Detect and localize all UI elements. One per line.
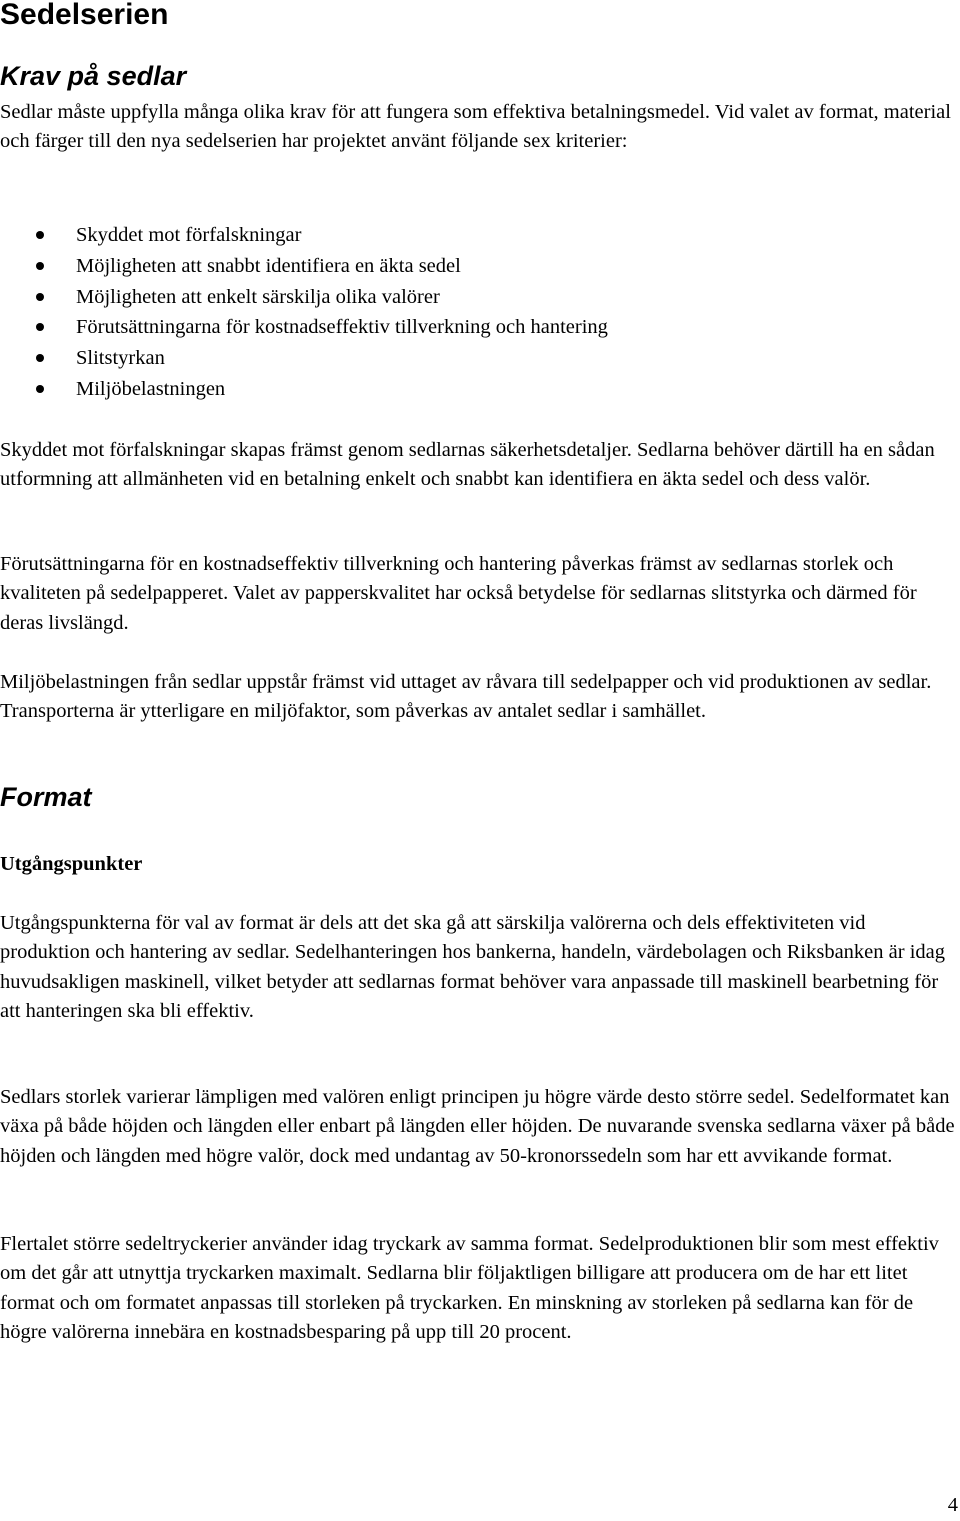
list-item [0, 312, 608, 343]
list-item [0, 343, 608, 374]
criteria-item-label: Miljöbelastningen [76, 377, 226, 400]
subheading-utgangspunkter: Utgångspunkter [0, 853, 143, 875]
criteria-item-label: Möjligheten att snabbt identifiera en äkta sedel [76, 254, 461, 277]
bullet-icon [36, 354, 44, 362]
page-number: 4 [947, 1494, 958, 1516]
criteria-item-label: Slitstyrkan [76, 347, 165, 370]
bullet-icon [36, 385, 44, 393]
criteria-item-label: Skyddet mot förfalskningar [76, 224, 302, 246]
criteria-item-label: Möjligheten att enkelt särskilja olika valörer [76, 285, 440, 308]
list-item [0, 282, 608, 313]
bullet-icon [36, 231, 44, 239]
document-title: Sedelserien [0, 0, 169, 31]
criteria-list [0, 220, 608, 405]
paragraph-forutsattningarna: Förutsättningarna för en kostnadseffektiv tillverkning och hantering påverkas främst av sedlarnas storlek och kvaliteten på sedelpapperet. Valet av papperskvalitet har också betydelse för sedlarnas slitstyrka och därmed för deras livslängd. [0, 553, 917, 634]
section-heading-krav: Krav på sedlar [0, 61, 187, 91]
paragraph-skyddet: Skyddet mot förfalskningar skapas främst genom sedlarnas säkerhetsdetaljer. Sedlarna behöver därtill ha en sådan utformning att allmänheten vid en betalning enkelt och snabbt kan identifiera en äkta sedel och dess valör. [0, 439, 935, 491]
section-heading-format: Format [0, 782, 92, 812]
bullet-icon [36, 262, 44, 270]
paragraph-utgangspunkterna: Utgångspunkterna för val av format är dels att det ska gå att särskilja valörerna och dels effektiviteten vid produktion och hantering av sedlar. Sedelhanteringen hos bankerna, handeln, värdebolagen och Riksbanken är idag huvudsakligen maskinell, vilket betyder att sedlarnas format behöver vara anpassade till maskinell bearbetning för att hanteringen ska bli effektiv. [0, 912, 945, 1022]
bullet-icon [36, 323, 44, 331]
list-item [0, 251, 608, 282]
list-item [0, 374, 608, 405]
criteria-item-label: Förutsättningarna för kostnadseffektiv tillverkning och hantering [76, 316, 608, 339]
list-item [0, 220, 608, 251]
paragraph-miljobelastningen: Miljöbelastningen från sedlar uppstår främst vid uttaget av råvara till sedelpapper och vid produktionen av sedlar. Transporterna är ytterligare en miljöfaktor, som påverkas av antalet sedlar i samhället. [0, 671, 932, 723]
bullet-icon [36, 293, 44, 301]
paragraph-flertalet: Flertalet större sedeltryckerier använder idag tryckark av samma format. Sedelproduktionen blir som mest effektiv om det går att utnyttja tryckarken maximalt. Sedlarna blir följaktligen billigare att producera om de har ett litet format och om formatet anpassas till storleken på tryckarken. En minskning av storleken på sedlarna kan för de högre valörerna innebära en kostnadsbesparing på upp till 20 procent. [0, 1233, 939, 1343]
intro-paragraph: Sedlar måste uppfylla många olika krav för att fungera som effektiva betalningsmedel. Vid valet av format, material och färger till den nya sedelserien har projektet använt följande sex kriterier: [0, 101, 951, 153]
paragraph-sedlars-storlek: Sedlars storlek varierar lämpligen med valören enligt principen ju högre värde desto större sedel. Sedelformatet kan växa på både höjden och längden eller enbart på längden eller höjden. De nuvarande svenska sedlarna växer på både höjden och längden med högre valör, dock med undantag av 50-kronorssedeln som har ett avvikande format. [0, 1086, 955, 1167]
